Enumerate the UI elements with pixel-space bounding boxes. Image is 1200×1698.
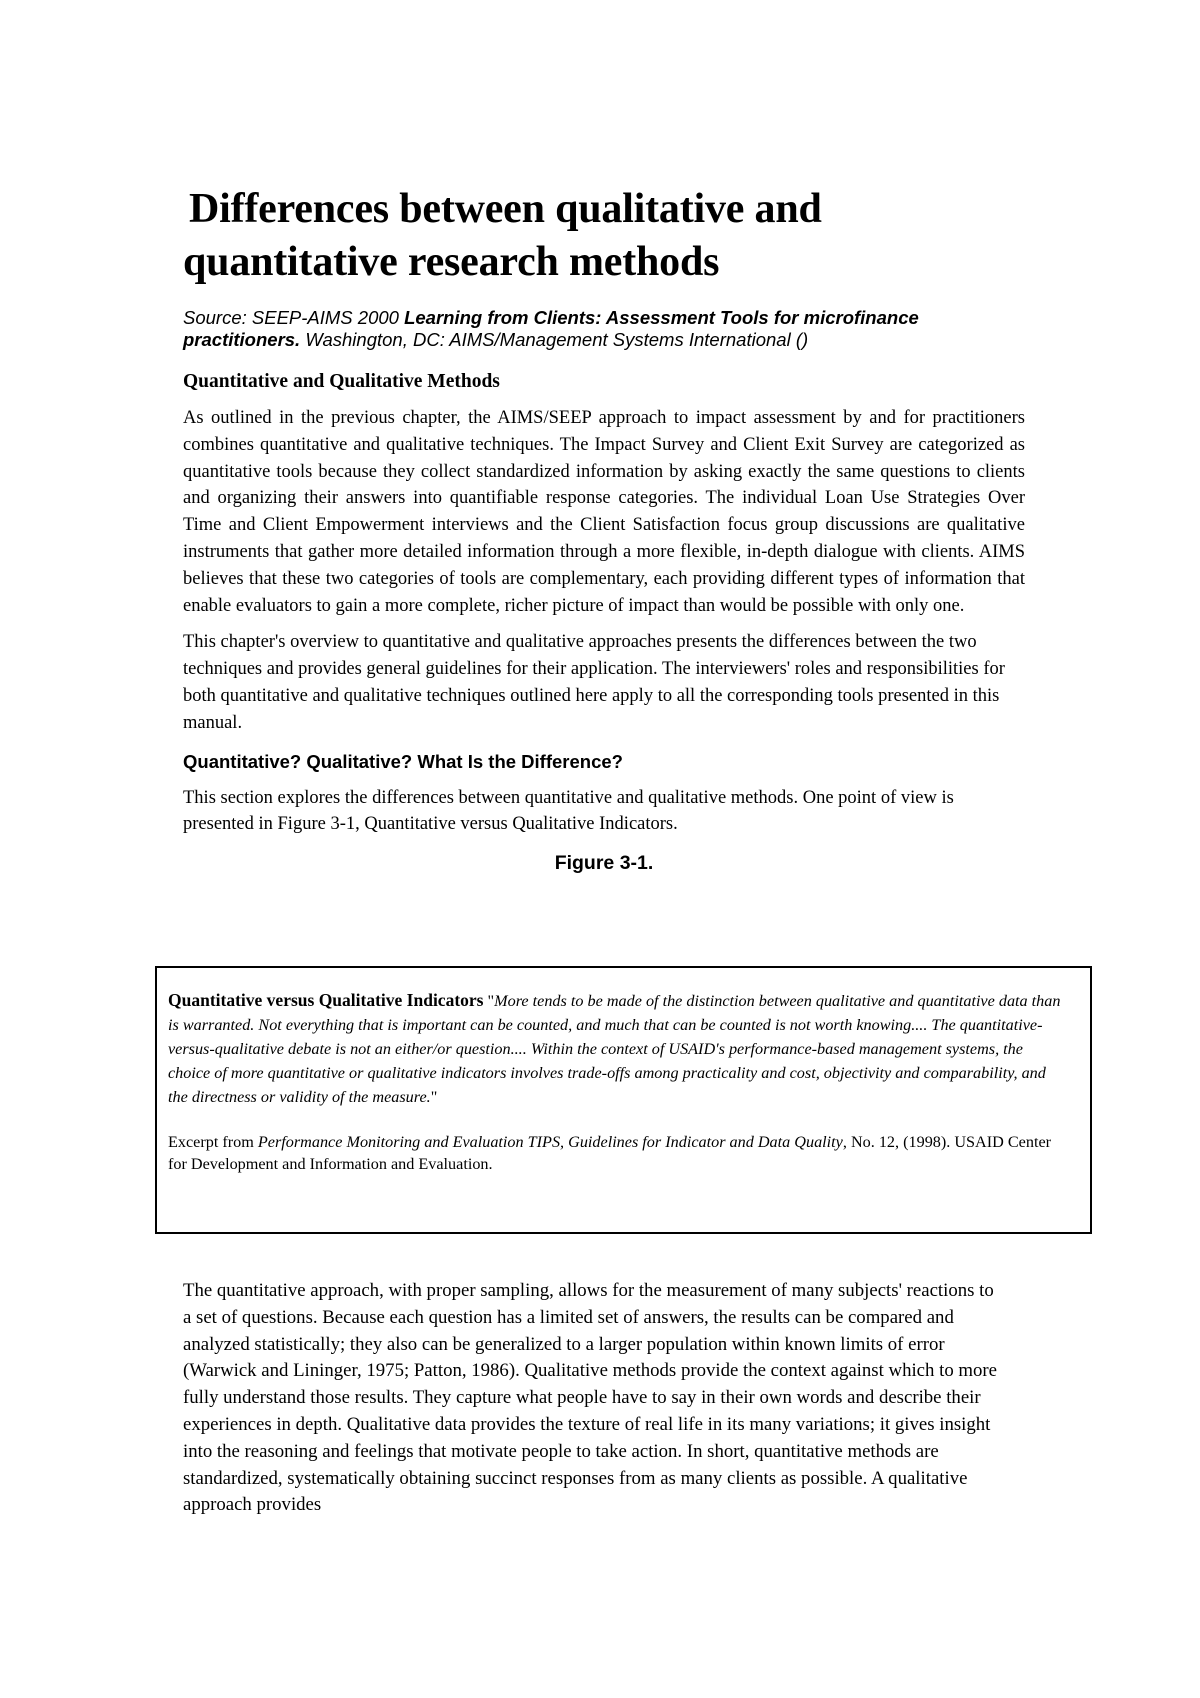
page-title bbox=[183, 183, 1025, 289]
after-figure-content bbox=[183, 1278, 1003, 1519]
quote-close-mark: " bbox=[430, 1088, 438, 1106]
quote-open-mark: " bbox=[483, 992, 495, 1010]
page-title-line-2: quantitative research methods bbox=[183, 239, 720, 285]
page-title-line-1: Differences between qualitative and bbox=[189, 186, 822, 232]
paragraph-methods-1: As outlined in the previous chapter, the AIMS/SEEP approach to impact assessment by and for practitioners combines quantitative and qualitative techniques. The Impact Survey and Client Exit Survey are categorized as quantitative tools because they collect standardized information by asking exactly the same questions to clients and organizing their answers into quantifiable response categories. The individual Loan Use Strategies Over Time and Client Empowerment interviews and the Client Satisfaction focus group discussions are qualitative instruments that gather more detailed information through a more flexible, in-depth dialogue with clients. AIMS believes that these two categories of tools are complementary, each providing different types of information that enable evaluators to gain a more complete, richer picture of impact than would be possible with only one. bbox=[183, 408, 1025, 616]
figure-excerpt bbox=[168, 1131, 1069, 1175]
source-title: Learning from Clients: Assessment Tools for microfinance practitioners. bbox=[183, 307, 919, 350]
quote-text: More tends to be made of the distinction between qualitative and quantitative data than is warranted. Not everything that is important can be counted, and much that can be counted is not worth knowing.... The quantitative-versus-qualitative debate is not an either/or question.... Within the context of USAID's performance-based management systems, the choice of more quantitative or qualitative indicators involves trade-offs among practicality and cost, objectivity and comparability, and the directness or validity of the measure. bbox=[168, 992, 1061, 1106]
source-prefix: Source: SEEP-AIMS 2000 bbox=[183, 307, 405, 328]
paragraph-approach-1: The quantitative approach, with proper sampling, allows for the measurement of many subjects' reactions to a set of questions. Because each question has a limited set of answers, the results can be compared and analyzed statistically; they also can be generalized to a larger population within known limits of error (Warwick and Lininger, 1975; Patton, 1986). Qualitative methods provide the context against which to more fully understand those results. They capture what people have to say in their own words and describe their experiences in depth. Qualitative data provides the texture of real life in its many variations; it gives insight into the reasoning and feelings that motivate people to take action. In short, quantitative methods are standardized, systematically obtaining succinct responses from as many clients as possible. A qualitative approach provides bbox=[183, 1280, 998, 1516]
section-heading-methods: Quantitative and Qualitative Methods bbox=[183, 371, 500, 392]
excerpt-suffix: , No. 12, (1998). USAID Center for Development and Information and Evaluation. bbox=[168, 1133, 1052, 1173]
excerpt-prefix: Excerpt from bbox=[168, 1133, 258, 1151]
figure-quote bbox=[168, 988, 1069, 1109]
excerpt-title: Performance Monitoring and Evaluation TIPS, Guidelines for Indicator and Data Quality bbox=[257, 1133, 843, 1151]
paragraph-difference-1: This section explores the differences between quantitative and qualitative methods. One point of view is presented in Figure 3-1, Quantitative versus Qualitative Indicators. bbox=[183, 787, 954, 835]
main-content bbox=[183, 183, 1025, 876]
source-citation bbox=[183, 307, 1025, 351]
figure-box bbox=[155, 966, 1092, 1234]
paragraph-methods-2: This chapter's overview to quantitative and qualitative approaches presents the differences between the two techniques and provides general guidelines for their application. The interviewers' roles and responsibilities for both quantitative and qualitative techniques outlined here apply to all the corresponding tools presented in this manual. bbox=[183, 632, 1005, 733]
figure-caption: Figure 3-1. bbox=[554, 852, 654, 875]
section-heading-difference: Quantitative? Qualitative? What Is the Difference? bbox=[183, 750, 623, 772]
figure-box-title: Quantitative versus Qualitative Indicators bbox=[168, 990, 484, 1010]
source-suffix: Washington, DC: AIMS/Management Systems International () bbox=[300, 329, 809, 350]
